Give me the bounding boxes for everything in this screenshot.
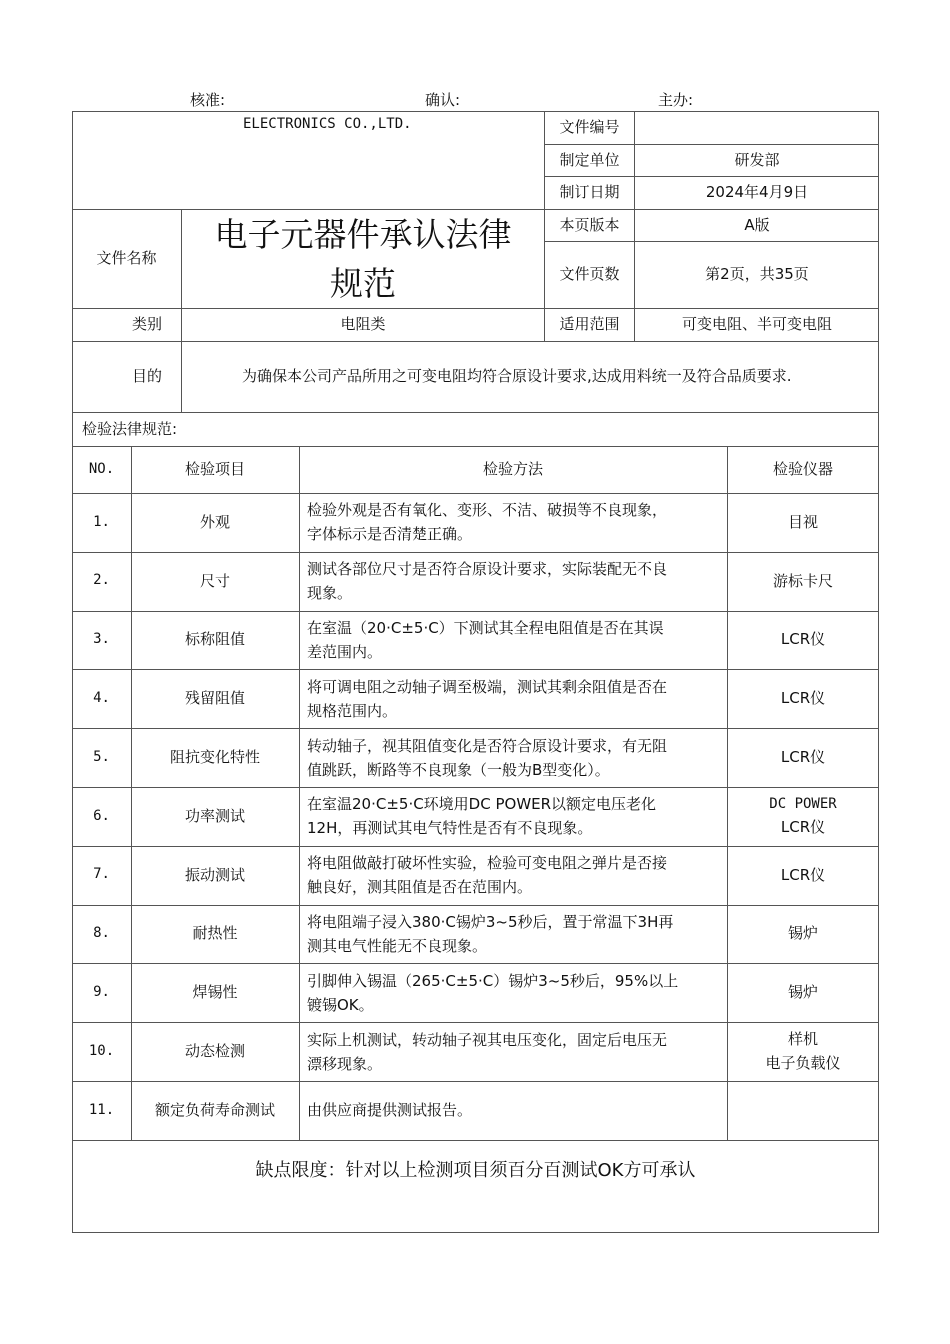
- row-item: 标称阻值: [184, 630, 245, 649]
- purpose-label: 目的: [131, 367, 162, 386]
- row-method-line: 将电阻端子浸入380·C锡炉3~5秒后，置于常温下3H再: [307, 912, 674, 931]
- row-method: [299, 787, 727, 846]
- row-method-line: 测试各部位尺寸是否符合原设计要求，实际装配无不良: [307, 560, 668, 579]
- header-no: NO.: [88, 460, 115, 477]
- row-method-line: 漂移现象。: [307, 1054, 383, 1073]
- row-item: 阻抗变化特性: [169, 747, 260, 766]
- row-method-line: 触良好，测其阻值是否在范围内。: [307, 878, 533, 897]
- row-method: [299, 669, 727, 728]
- row-instrument-line: LCR仪: [780, 747, 826, 766]
- row-instrument-line: DC POWER: [769, 795, 837, 812]
- row-method-line: 规格范围内。: [307, 701, 398, 720]
- row-instrument: [727, 846, 879, 905]
- row-method-line: 差范围内。: [307, 642, 383, 661]
- row-instrument: [727, 669, 879, 728]
- row-method: [299, 728, 727, 787]
- row-instrument: [727, 963, 879, 1022]
- row-instrument-line: 电子负载仪: [765, 1053, 841, 1072]
- company-name: ELECTRONICS CO.,LTD.: [243, 116, 412, 132]
- meta-value-unit: 研发部: [734, 150, 780, 169]
- host-label: 主办:: [658, 91, 694, 109]
- row-instrument-line: 锡炉: [787, 924, 818, 943]
- row-instrument: [727, 905, 879, 964]
- row-method: [299, 552, 727, 611]
- row-method-line: 实际上机测试，转动轴子视其电压变化，固定后电压无: [307, 1030, 668, 1049]
- row-method-line: 现象。: [307, 584, 353, 603]
- meta-value-version: A版: [744, 215, 770, 234]
- scope-label: 适用范围: [559, 315, 620, 334]
- row-instrument-line: 游标卡尺: [772, 571, 833, 590]
- row-method-line: 引脚伸入锡温（265·C±5·C）锡炉3~5秒后，95%以上: [307, 971, 679, 990]
- meta-value-date: 2024年4月9日: [705, 183, 809, 202]
- row-method-line: 值跳跃，断路等不良现象（一般为B型变化）。: [307, 760, 610, 779]
- row-item: 残留阻值: [184, 689, 245, 708]
- meta-value-pages: 第2页，共35页: [705, 265, 809, 284]
- category-label: 类别: [131, 315, 162, 334]
- row-method-line: 检验外观是否有氧化、变形、不洁、破损等不良现象，: [307, 501, 668, 520]
- row-item: 动态检测: [184, 1041, 245, 1060]
- row-no: 3.: [93, 631, 110, 648]
- row-method-line: 转动轴子，视其阻值变化是否符合原设计要求，有无阻: [307, 736, 668, 755]
- approve-label: 核准:: [190, 91, 226, 109]
- row-method: [299, 1081, 727, 1140]
- row-item: 焊锡性: [192, 983, 238, 1002]
- row-instrument-line: 锡炉: [787, 983, 818, 1002]
- row-method: [299, 846, 727, 905]
- row-method: [299, 1022, 727, 1081]
- row-method: [299, 611, 727, 670]
- doc-name-label: 文件名称: [96, 249, 157, 268]
- row-no: 7.: [93, 866, 110, 883]
- row-method: [299, 493, 727, 552]
- row-method-line: 将可调电阻之动轴子调至极端，测试其剩余阻值是否在: [307, 677, 668, 696]
- header-method: 检验方法: [482, 459, 543, 478]
- row-method-line: 字体标示是否清楚正确。: [307, 525, 473, 544]
- row-instrument: [727, 493, 879, 552]
- row-method-line: 在室温（20·C±5·C）下测试其全程电阻值是否在其误: [307, 618, 664, 637]
- row-item: 振动测试: [184, 865, 245, 884]
- row-method-line: 镀锡OK。: [307, 995, 374, 1014]
- header-instrument: 检验仪器: [772, 459, 833, 478]
- inspection-heading: 检验法律规范:: [82, 419, 178, 438]
- meta-value-file-no: [635, 112, 879, 144]
- header-item: 检验项目: [184, 459, 245, 478]
- row-instrument: [727, 552, 879, 611]
- doc-title-line2: 规范: [330, 264, 396, 303]
- meta-label-date: 制订日期: [559, 183, 620, 202]
- row-no: 11.: [88, 1101, 115, 1118]
- doc-title-line1: 电子元器件承认法律: [214, 214, 512, 254]
- meta-label-version: 本页版本: [559, 215, 620, 234]
- row-no: 8.: [93, 925, 110, 942]
- row-method: [299, 905, 727, 964]
- row-instrument: [727, 728, 879, 787]
- row-method: [299, 963, 727, 1022]
- scope-value: 可变电阻、半可变电阻: [681, 315, 832, 334]
- row-no: 10.: [88, 1042, 115, 1059]
- row-no: 1.: [93, 513, 110, 530]
- row-method-line: 测其电气性能无不良现象。: [307, 936, 488, 955]
- doc-title: [182, 210, 544, 308]
- row-instrument-line: LCR仪: [780, 865, 826, 884]
- purpose-text: 为确保本公司产品所用之可变电阻均符合原设计要求,达成用料统一及符合品质要求.: [242, 367, 792, 386]
- row-method-line: 将电阻做敲打破坏性实验，检验可变电阻之弹片是否接: [307, 854, 668, 873]
- category-value: 电阻类: [340, 315, 386, 334]
- defect-limit: 缺点限度：针对以上检测项目须百分百测试OK方可承认: [255, 1160, 696, 1182]
- row-instrument-line: LCR仪: [780, 630, 826, 649]
- row-method-line: 由供应商提供测试报告。: [307, 1101, 473, 1120]
- row-item: 耐热性: [192, 924, 238, 943]
- meta-label-unit: 制定单位: [559, 150, 620, 169]
- confirm-label: 确认:: [425, 91, 461, 109]
- row-instrument-line: LCR仪: [780, 817, 826, 836]
- row-method-line: 在室温20·C±5·C环境用DC POWER以额定电压老化: [307, 795, 657, 814]
- row-instrument: [727, 1081, 879, 1140]
- row-item: 尺寸: [199, 571, 230, 590]
- row-instrument-line: 目视: [787, 512, 818, 531]
- row-no: 5.: [93, 748, 110, 765]
- row-method-line: 12H，再测试其电气特性是否有不良现象。: [307, 819, 593, 838]
- row-instrument-line: LCR仪: [780, 689, 826, 708]
- row-no: 6.: [93, 807, 110, 824]
- row-instrument: [727, 787, 879, 846]
- meta-label-file-no: 文件编号: [559, 118, 620, 137]
- row-instrument: [727, 1022, 879, 1081]
- row-item: 外观: [199, 512, 230, 531]
- row-item: 额定负荷寿命测试: [154, 1100, 275, 1119]
- row-instrument-line: 样机: [787, 1030, 818, 1049]
- row-no: 2.: [93, 572, 110, 589]
- row-no: 4.: [93, 689, 110, 706]
- row-no: 9.: [93, 983, 110, 1000]
- row-instrument: [727, 611, 879, 670]
- row-item: 功率测试: [184, 806, 245, 825]
- meta-label-pages: 文件页数: [559, 265, 620, 284]
